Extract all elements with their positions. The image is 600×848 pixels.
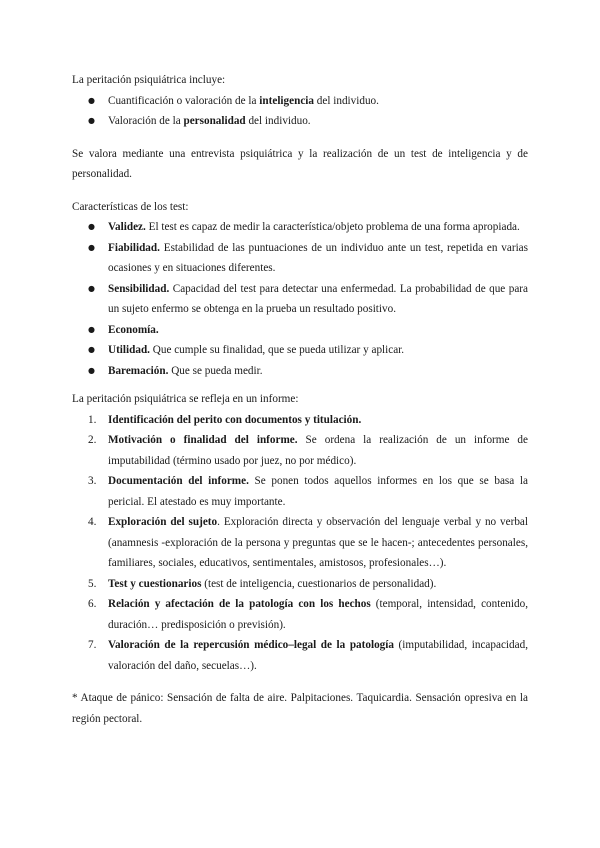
- intro-caracteristicas: Características de los test:: [72, 200, 189, 213]
- list-item: ● Baremación. Que se pueda medir.: [72, 361, 528, 382]
- list-item: ● Fiabilidad. Estabilidad de las puntuaciones de un individuo ante un test, repetida en varias ocasiones y en situaciones diferentes.: [72, 238, 528, 279]
- list-item: 2. Motivación o finalidad del informe. Se ordena la realización de un informe de imputabilidad (término usado por juez, no por médico).: [88, 434, 528, 467]
- list-item: 7. Valoración de la repercusión médico–legal de la patología (imputabilidad, incapacidad, valoración del daño, secuelas…).: [88, 639, 528, 672]
- list-item: 3. Documentación del informe. Se ponen todos aquellos informes en los que se basa la pericial. El atestado es muy importante.: [88, 475, 528, 508]
- informe-list: [72, 410, 528, 677]
- list-item: 4. Exploración del sujeto. Exploración directa y observación del lenguaje verbal y no verbal (anamnesis -exploración de la persona y preguntas que se le hacen-; antecedentes personales, familiares, sociales, educativos, sentimentales, amistosos, profesionales…).: [88, 516, 528, 569]
- list-item: ● Utilidad. Que cumple su finalidad, que se pueda utilizar y aplicar.: [72, 340, 528, 361]
- list-item: ● Cuantificación o valoración de la inteligencia del individuo.: [72, 91, 528, 112]
- intro-peritacion: La peritación psiquiátrica incluye:: [72, 74, 226, 86]
- peritacion-list: [72, 91, 528, 132]
- caracteristicas-list: [72, 217, 528, 381]
- list-item: 1. Identificación del perito con documentos y titulación.: [88, 413, 362, 426]
- list-item: ● Economía.: [72, 320, 528, 341]
- valoracion-paragraph: Se valora mediante una entrevista psiquiátrica y la realización de un test de inteligencia y de personalidad.: [72, 147, 528, 180]
- footnote: * Ataque de pánico: Sensación de falta de aire. Palpitaciones. Taquicardia. Sensación opresiva en la región pectoral.: [72, 692, 528, 725]
- intro-informe: La peritación psiquiátrica se refleja en un informe:: [72, 393, 299, 405]
- list-item: ● Valoración de la personalidad del individuo.: [72, 111, 528, 132]
- list-item: ● Validez. El test es capaz de medir la característica/objeto problema de una forma apropiada.: [72, 217, 528, 238]
- list-item: 6. Relación y afectación de la patología con los hechos (temporal, intensidad, contenido, duración… predisposición o previsión).: [88, 598, 528, 631]
- list-item: 5. Test y cuestionarios (test de inteligencia, cuestionarios de personalidad).: [88, 577, 437, 590]
- list-item: ● Sensibilidad. Capacidad del test para detectar una enfermedad. La probabilidad de que para un sujeto enfermo se obtenga en la prueba un resultado positivo.: [72, 279, 528, 320]
- document-page: [72, 70, 528, 729]
